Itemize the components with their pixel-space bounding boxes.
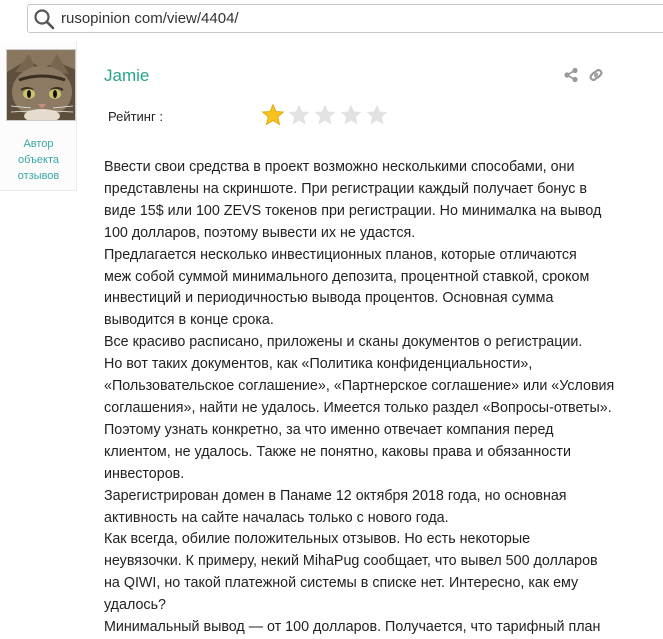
review-line: виде 15$ или 100 ZEVS токенов при регистрации. Но минималка на вывод [104, 202, 602, 219]
review-line: Предлагается несколько инвестиционных планов, которые отличаются [104, 246, 577, 263]
star-filled-icon[interactable] [260, 103, 286, 127]
review-line: на QIWI, но такой платежной системы в списке нет. Интересно, как ему [104, 575, 579, 592]
review-text [104, 157, 624, 639]
review-line: выводится в конце срока. [104, 312, 274, 329]
search-icon [33, 8, 55, 30]
review-line: представлены на скриншоте. При регистрации каждый получает бонус в [104, 180, 587, 197]
review-line: Зарегистрирован домен в Панаме 12 октября 2018 года, но основная [104, 487, 567, 504]
address-bar[interactable] [27, 4, 663, 33]
cat-avatar-image [7, 50, 76, 121]
share-icon[interactable] [563, 67, 579, 83]
review-line: Ввести свои средства в проект возможно несколькими способами, они [104, 159, 575, 175]
star-empty-icon[interactable] [286, 103, 312, 127]
avatar[interactable] [6, 49, 76, 121]
rating-label: Рейтинг : [108, 109, 163, 124]
review-line: Но вот таких документов, как «Политика конфиденциальности», [104, 356, 533, 373]
review-line: 100 долларов, поэтому вывести их не удастся. [104, 224, 416, 241]
review-line: активность на сайте началась только с нового года. [104, 509, 449, 526]
star-empty-icon[interactable] [364, 103, 390, 127]
rating-stars [260, 103, 390, 127]
star-empty-icon[interactable] [312, 103, 338, 127]
review-line: Все красиво расписано, приложены и сканы документов о регистрации. [104, 334, 583, 351]
star-empty-icon[interactable] [338, 103, 364, 127]
review-line: «Пользовательское соглашение», «Партнерское соглашение» или «Условия [104, 378, 615, 395]
link-icon[interactable] [588, 67, 604, 83]
reviewer-name[interactable]: Jamie [104, 66, 150, 85]
review-line: соглашения», найти не удалось. Имеется только раздел «Вопросы-ответы». [104, 399, 612, 416]
review-line: удалось? [104, 597, 166, 614]
author-panel [0, 41, 77, 191]
review-line: меж собой суммой минимального депозита, процентной ставкой, сроком [104, 268, 590, 285]
review-line: Минимальный вывод — от 100 долларов. Получается, что тарифный план [104, 619, 601, 636]
url-text: rusopinion com/view/4404/ [61, 10, 239, 27]
review-line: инвестиций и периодичностью вывода процентов. Основная сумма [104, 290, 554, 307]
review-line: неувязочки. К примеру, некий MihaPug сообщает, что вывел 500 долларов [104, 553, 598, 570]
review-line: Как всегда, обилие положительных отзывов. Но есть некоторые [104, 531, 531, 548]
author-label[interactable]: Автор объекта отзывов [17, 138, 60, 182]
review-line: клиентом, не удалось. Также не понятно, каковы права и обязанности [104, 443, 571, 460]
review-line: Поэтому узнать конкретно, за что именно отвечает компания перед [104, 421, 554, 438]
review-line: инвесторов. [104, 465, 185, 482]
